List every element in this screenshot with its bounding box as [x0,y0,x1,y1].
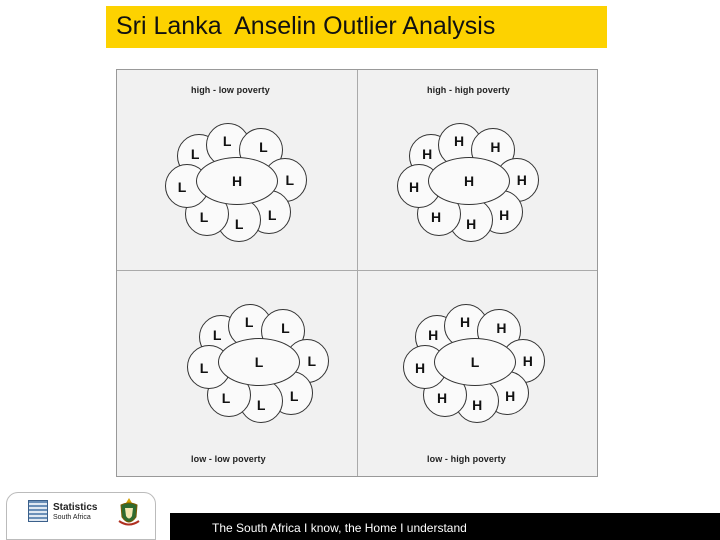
neighbor-label: H [454,133,465,150]
neighbor-label: H [472,396,483,413]
quadrant-label-low-high: low - high poverty [427,454,506,464]
neighbor-label: L [222,133,232,150]
neighbor-label: L [221,390,231,407]
neighbor-label: H [466,215,477,232]
neighbor-label: H [499,207,510,224]
logo-subtitle: South Africa [53,514,91,521]
neighbor-label: H [490,138,501,155]
quadrant-label-high-low: high - low poverty [191,85,270,95]
neighbor-label: L [281,319,290,336]
neighbor-label: H [436,390,448,407]
vertical-divider [357,70,358,476]
center-label: L [470,354,480,370]
neighbor-label: L [307,352,317,369]
neighbor-label: L [259,138,268,155]
neighbor-label: L [285,171,295,188]
neighbor-label: H [430,209,442,226]
neighbor-label: H [460,314,471,331]
neighbor-label: H [422,145,433,162]
center-label: L [254,354,264,370]
neighbor-label: H [496,319,507,336]
center-label: H [231,173,243,189]
quadrant-label-low-low: low - low poverty [191,454,266,464]
outlier-diagram [116,69,598,477]
neighbor-label: L [177,178,187,195]
logo-name: Statistics [53,502,98,513]
neighbor-label: L [256,396,266,413]
neighbor-label: L [234,215,244,232]
neighbor-label: L [289,388,299,405]
statistics-sa-logo-icon [28,500,48,522]
neighbor-label: H [516,171,527,188]
neighbor-label: H [414,359,426,376]
neighbor-label: L [267,207,277,224]
neighbor-label: H [505,388,516,405]
horizontal-divider [117,270,597,271]
neighbor-label: H [408,178,420,195]
coat-of-arms-icon [116,497,142,529]
neighbor-label: H [428,326,439,343]
neighbor-label: H [522,352,533,369]
neighbor-label: L [190,145,200,162]
slide-title: Sri Lanka Anselin Outlier Analysis [106,6,607,48]
quadrant-label-high-high: high - high poverty [427,85,510,95]
neighbor-label: L [244,314,254,331]
center-label: H [463,173,475,189]
neighbor-label: L [212,326,222,343]
neighbor-label: L [199,209,209,226]
neighbor-label: L [199,359,209,376]
footer-tagline: The South Africa I know, the Home I understand [212,521,467,535]
